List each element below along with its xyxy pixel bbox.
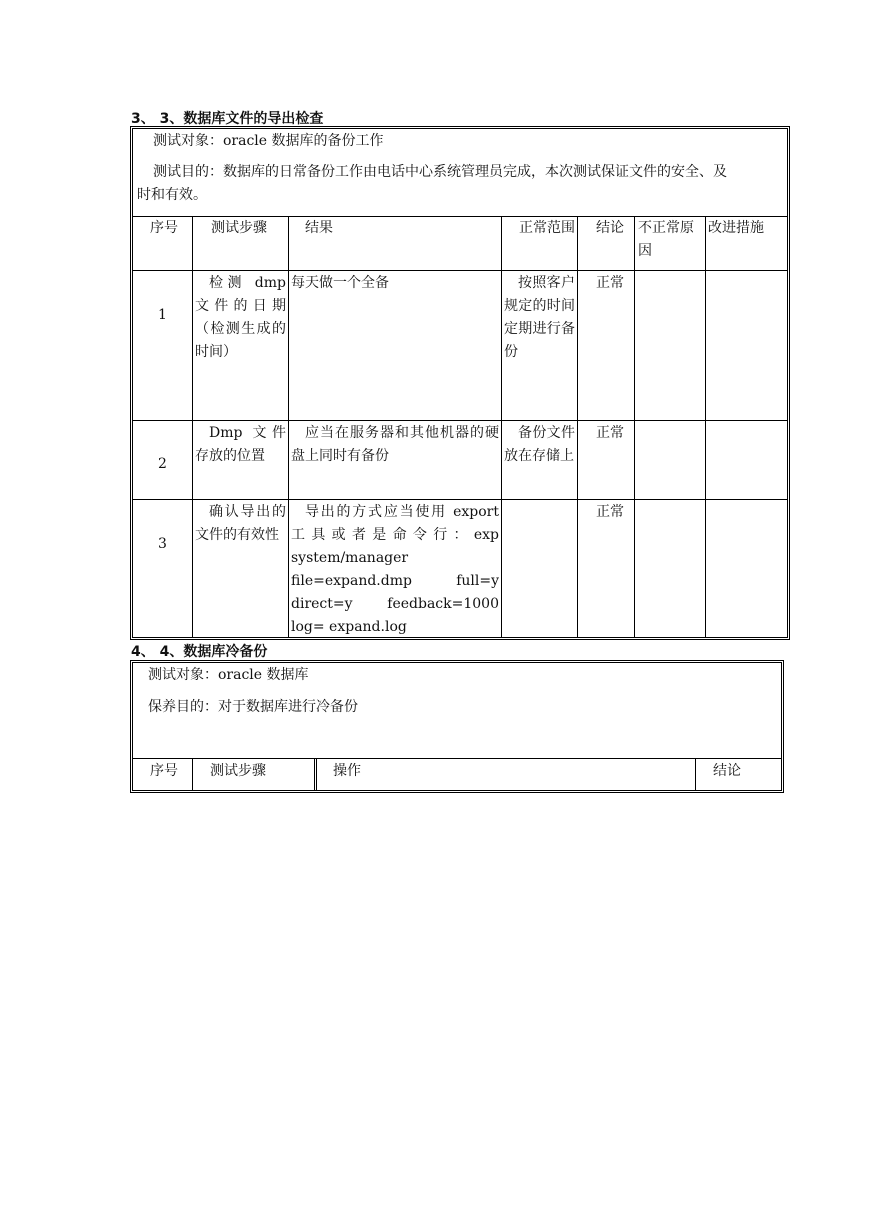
header-conclusion: 结论	[596, 220, 624, 236]
section3-row3-top-line	[133, 499, 787, 500]
row1-step: 检测 dmp 文件的日期（检测生成的时间）	[195, 275, 286, 360]
section3-test-purpose-line1: 测试目的：数据库的日常备份工作由电话中心系统管理员完成，本次测试保证文件的安全、及	[153, 164, 727, 180]
header-normal-range: 正常范围	[519, 220, 575, 236]
section3-col-line	[577, 216, 578, 637]
section4-col-line	[316, 758, 317, 790]
s4-header-conclusion: 结论	[713, 763, 741, 779]
section4-header-top-line	[133, 758, 781, 759]
s4-header-operation: 操作	[333, 763, 361, 779]
section4-col-line	[695, 758, 696, 790]
s4-header-serial: 序号	[150, 763, 178, 779]
row1-range: 按照客户规定的时间定期进行备份	[504, 275, 575, 360]
row3-number: 3	[158, 536, 167, 552]
row3-step: 确认导出的文件的有效性	[195, 504, 286, 543]
row3-result: 导出的方式应当使用 export 工具或者是命令行：exp system/manager file=expand.dmp full=y direct=y feedback=1000 log= expand.log	[291, 504, 499, 635]
row2-result: 应当在服务器和其他机器的硬盘上同时有备份	[291, 425, 499, 464]
section3-col-line	[705, 216, 706, 637]
section3-title: 3、 3、数据库文件的导出检查	[131, 111, 324, 127]
section3-row1-top-line	[133, 270, 787, 271]
section4-col-line	[192, 758, 193, 790]
section4-col-line	[314, 758, 315, 790]
section4-maintenance-purpose: 保养目的：对于数据库进行冷备份	[148, 699, 358, 715]
header-abnormal-reason: 不正常原因	[638, 220, 694, 259]
row2-number: 2	[158, 456, 167, 472]
s4-header-test-step: 测试步骤	[210, 763, 266, 779]
section3-col-line	[634, 216, 635, 637]
header-test-step: 测试步骤	[211, 220, 267, 236]
section3-test-object: 测试对象：oracle 数据库的备份工作	[153, 133, 384, 149]
section4-test-object: 测试对象：oracle 数据库	[148, 667, 309, 683]
row2-step: Dmp 文件存放的位置	[195, 425, 286, 464]
section4-title: 4、 4、数据库冷备份	[131, 644, 268, 660]
row1-conclusion: 正常	[596, 275, 624, 291]
row3-conclusion: 正常	[596, 504, 624, 520]
header-improvement: 改进措施	[708, 220, 764, 236]
row2-range: 备份文件放在存储上	[504, 425, 575, 464]
header-result: 结果	[305, 220, 333, 236]
section3-test-purpose-line2: 时和有效。	[137, 187, 207, 203]
section3-row2-top-line	[133, 420, 787, 421]
row2-conclusion: 正常	[596, 425, 624, 441]
header-serial: 序号	[150, 220, 178, 236]
row1-result: 每天做一个全备	[291, 275, 389, 291]
row1-number: 1	[158, 307, 167, 323]
